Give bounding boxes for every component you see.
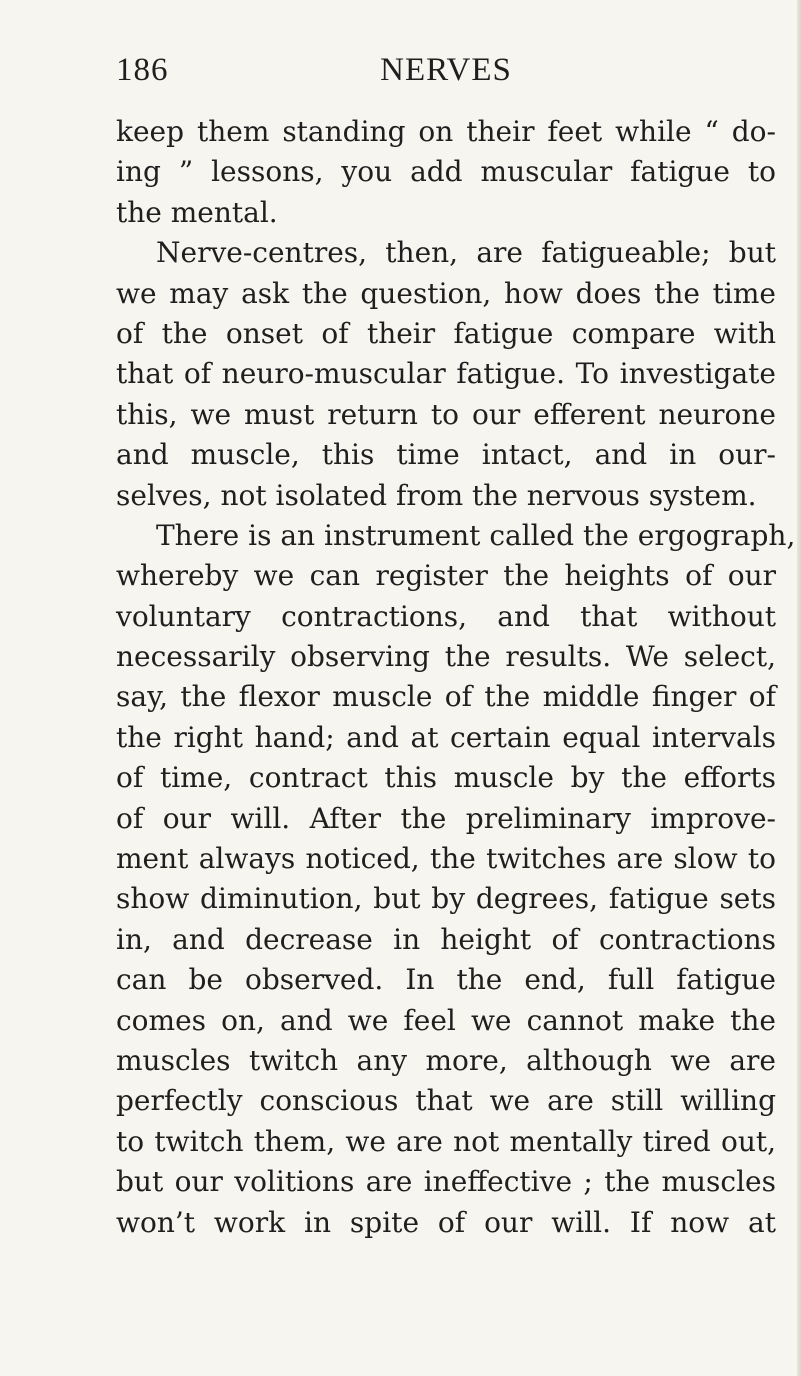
text-line: ing ” lessons, you add muscular fatigue to: [116, 155, 776, 189]
text-line: selves, not isolated from the nervous system.: [116, 478, 757, 512]
text-line: we may ask the question, how does the time: [116, 276, 776, 310]
text-line: and muscle, this time intact, and in our-: [116, 438, 776, 472]
text-line: muscles twitch any more, although we are: [116, 1043, 776, 1077]
text-line: say, the flexor muscle of the middle finger of: [116, 680, 776, 714]
text-line: in, and decrease in height of contractions: [116, 922, 776, 956]
text-line: Nerve-centres, then, are fatigueable; but: [156, 236, 776, 270]
text-line: this, we must return to our efferent neurone: [116, 397, 776, 431]
text-line: keep them standing on their feet while “ do-: [116, 115, 776, 148]
body-text: [116, 112, 796, 1243]
text-line: necessarily observing the results. We select,: [116, 640, 776, 674]
page-number: 186: [116, 52, 169, 88]
text-line: but our volitions are ineffective ; the muscles: [116, 1165, 776, 1199]
text-line: that of neuro-muscular fatigue. To investigate: [116, 357, 776, 391]
text-line: perfectly conscious that we are still willing: [116, 1084, 776, 1118]
page-header: [116, 52, 776, 92]
text-line: won’t work in spite of our will. If now at: [116, 1205, 776, 1239]
text-line: of our will. After the preliminary improve-: [116, 801, 776, 835]
text-line: of the onset of their fatigue compare with: [116, 316, 776, 350]
text-line: show diminution, but by degrees, fatigue sets: [116, 882, 776, 916]
text-line: to twitch them, we are not mentally tired out,: [116, 1124, 776, 1158]
running-title: NERVES: [380, 52, 512, 88]
page-edge: [797, 0, 801, 1376]
text-line: voluntary contractions, and that without: [116, 599, 776, 633]
text-line: ment always noticed, the twitches are slow to: [116, 842, 776, 876]
text-line: comes on, and we feel we cannot make the: [116, 1003, 776, 1037]
text-line: the mental.: [116, 195, 278, 229]
text-line: the right hand; and at certain equal intervals: [116, 720, 776, 754]
text-line: whereby we can register the heights of our: [116, 559, 776, 593]
text-line: can be observed. In the end, full fatigue: [116, 963, 776, 997]
text-line: There is an instrument called the ergograph,: [156, 518, 796, 552]
text-line: of time, contract this muscle by the efforts: [116, 761, 776, 795]
